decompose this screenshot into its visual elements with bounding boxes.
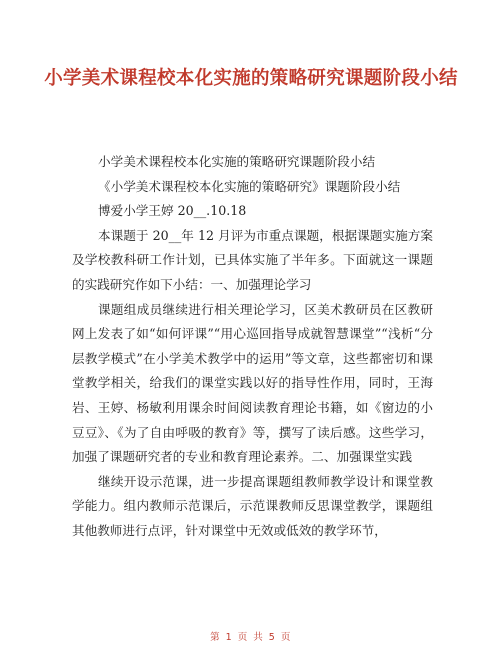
paragraph-subtitle: 小学美术课程校本化实施的策略研究课题阶段小结: [98, 154, 376, 169]
paragraph-author-date: 博爱小学王婷 20__.10.18: [98, 203, 247, 219]
paragraph-theory-study: 课题组成员继续进行相关理论学习，区美术教研员在区教研网上发表了如“如何评课”“用心巡回指导成就智慧课堂”“浅析“分层教学模式”在小学美术教学中的运用”等文章，这些都密切和课堂教学相关，给我们的课堂实践以好的指导性作用，同时，王海岩、王婷、杨敏利用课余时间阅读教育理论书籍，如《窗边的小豆豆》、《为了自由呼吸的教育》等，撰写了读后感。这些学习，加强了课题研究者的专业和教育理论素养。二、加强课堂实践: [72, 301, 433, 465]
document-title: 小学美术课程校本化实施的策略研究课题阶段小结: [44, 68, 458, 89]
paragraph-classroom-practice: 继续开设示范课，进一步提高课题组教师教学设计和课堂教学能力。组内教师示范课后，示范课教师反思课堂教学，课题组其他教师进行点评，针对课堂中无效或低效的教学环节，: [72, 473, 433, 538]
document-body: [72, 150, 433, 544]
paragraph-intro: 本课题于 20__年 12 月评为市重点课题，根据课题实施方案及学校教科研工作计划，已具体实施了半年多。下面就这一课题的实践研究作如下小结：一、加强理论学习: [72, 227, 433, 292]
paragraph-report-name: 《小学美术课程校本化实施的策略研究》课题阶段小结: [98, 178, 401, 194]
page-footer: 第 1 页 共 5 页: [210, 632, 292, 643]
